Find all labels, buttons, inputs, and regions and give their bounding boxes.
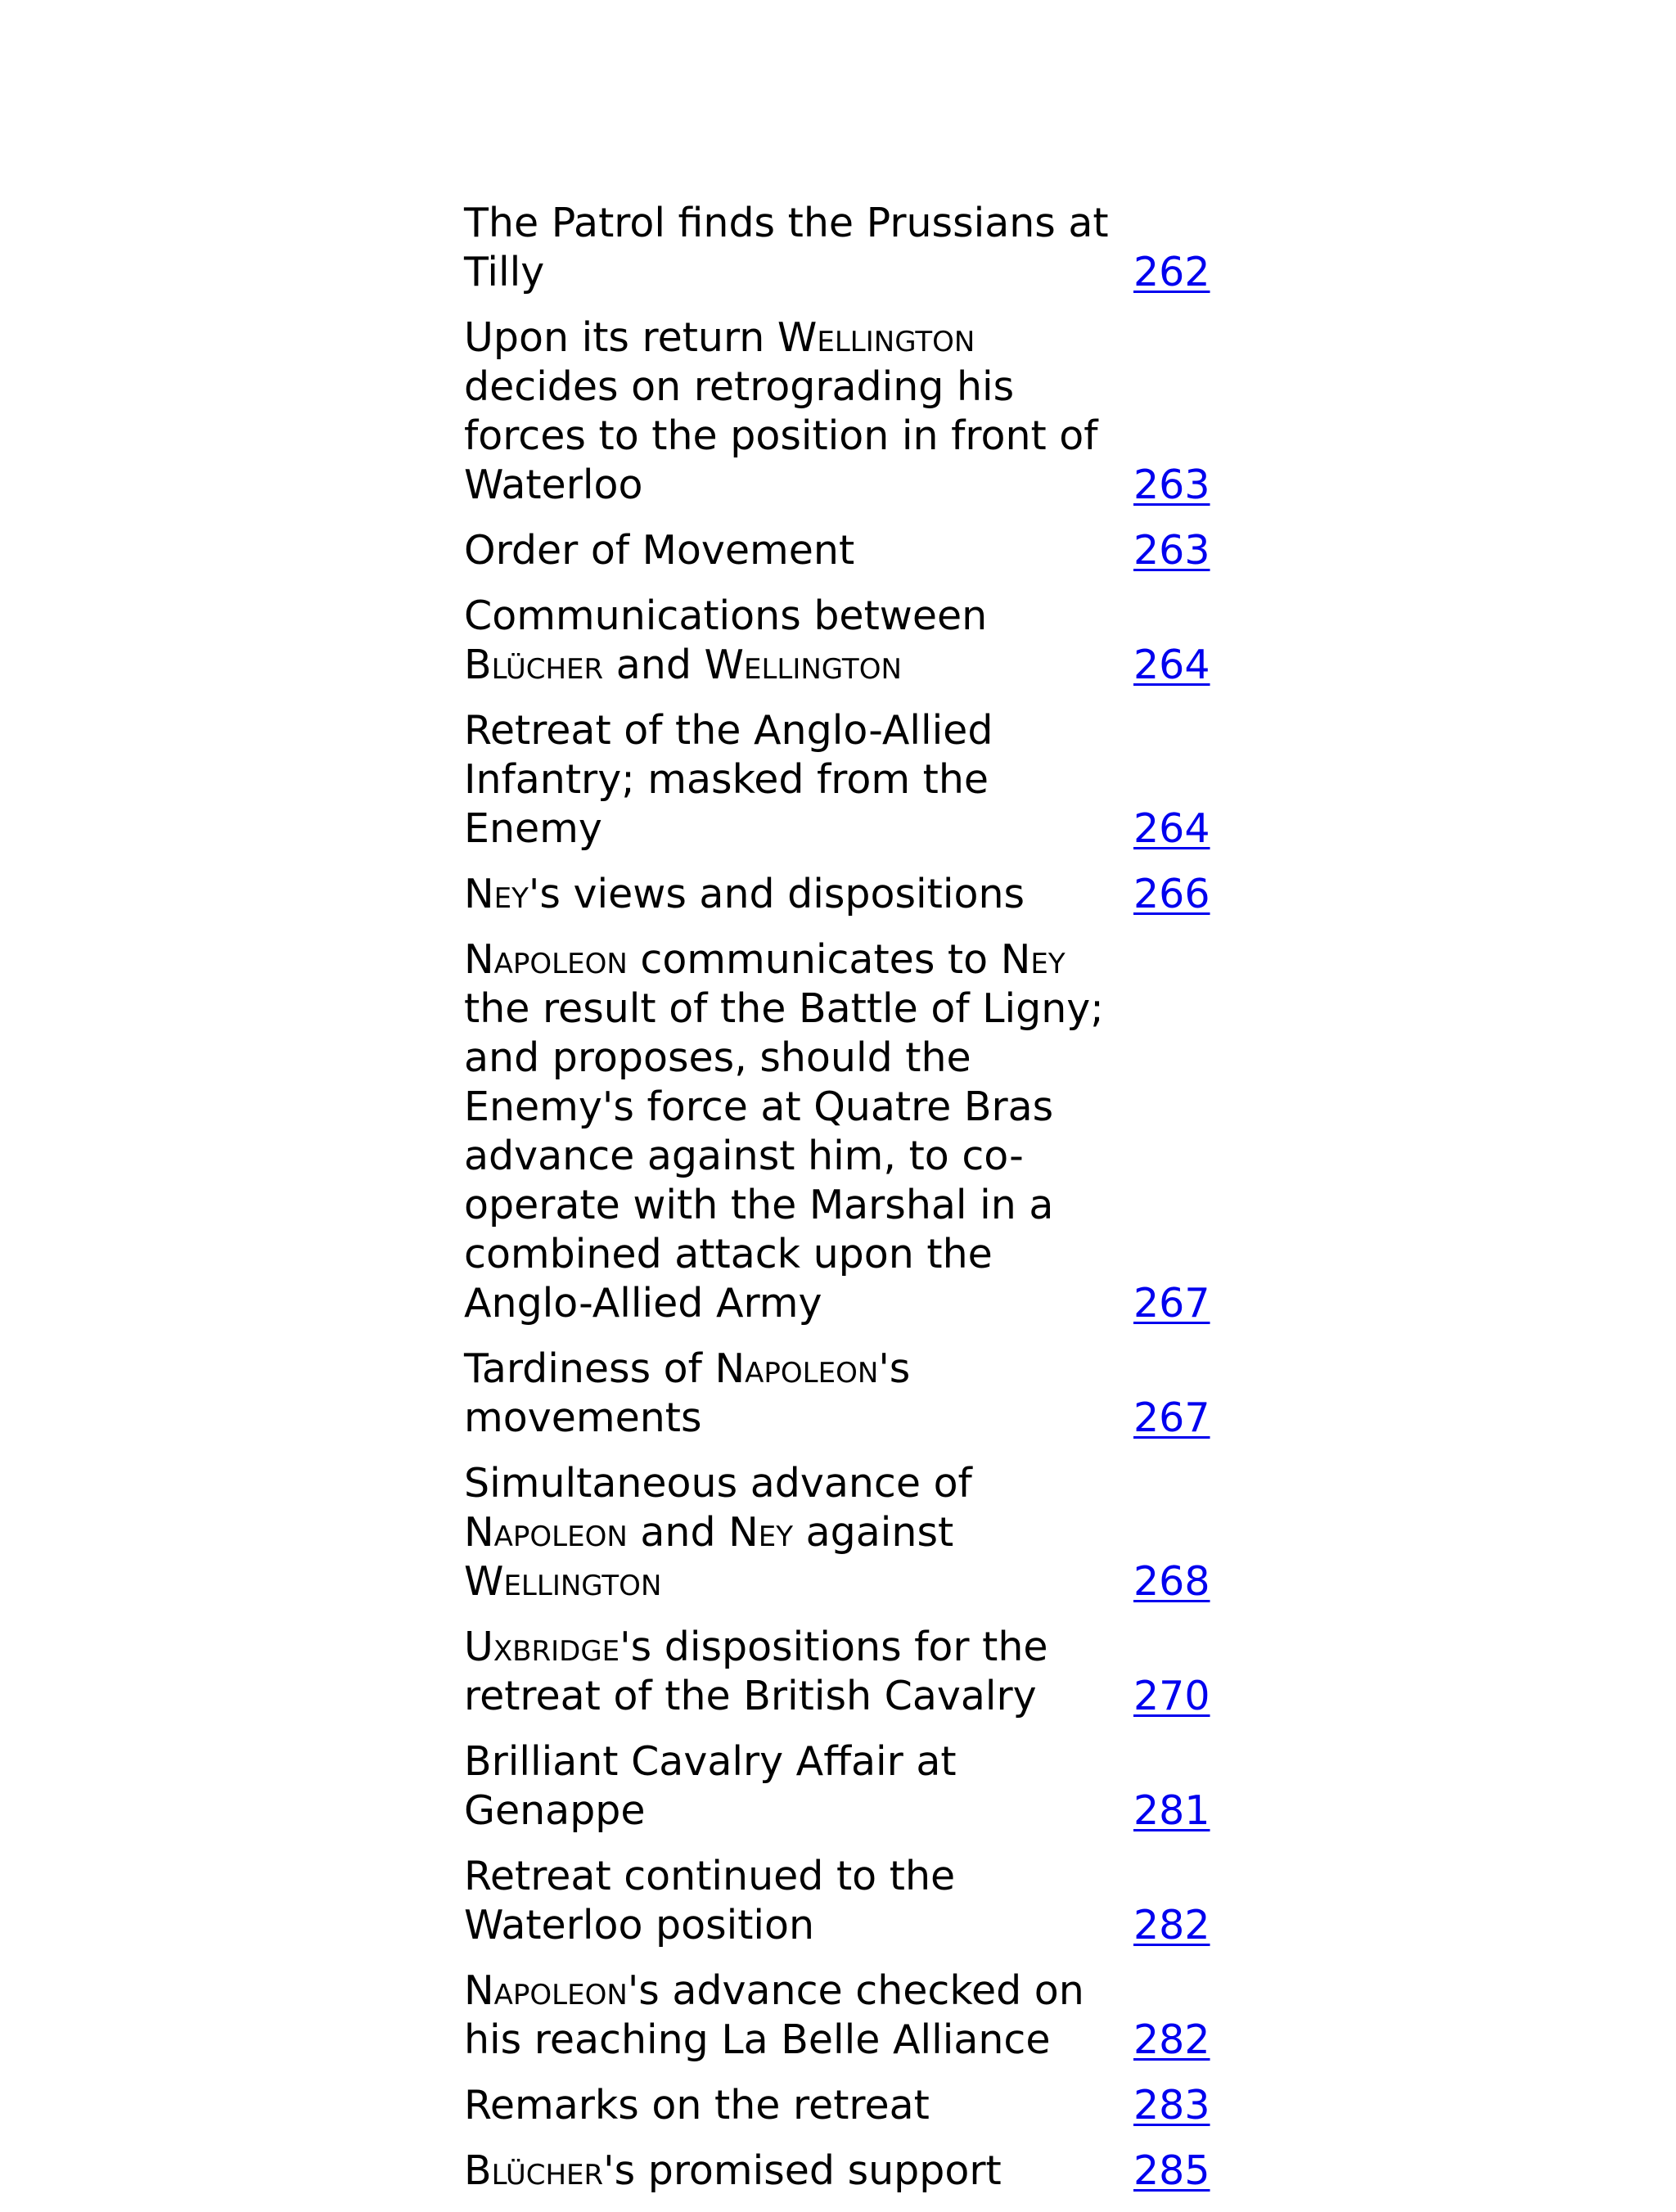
toc-entry-title: [464, 935, 1133, 1328]
person-name: Napoleon: [464, 1967, 628, 2014]
person-name: Ney: [728, 1509, 794, 1556]
toc-entry: [464, 1345, 1210, 1443]
person-name: Blücher: [464, 2147, 604, 2194]
entry-text-segment: and: [627, 1509, 729, 1556]
page-number-link[interactable]: 270: [1133, 1673, 1210, 1719]
page-number-link[interactable]: 264: [1133, 642, 1210, 688]
page-number-link[interactable]: 281: [1133, 1787, 1210, 1834]
toc-entry-title: [464, 592, 1133, 690]
toc-entry: [464, 2081, 1210, 2130]
toc-entry: [464, 592, 1210, 690]
toc-entry-title: [464, 1737, 1133, 1836]
table-of-contents: [464, 199, 1210, 2212]
person-name: Wellington: [777, 314, 975, 361]
person-name: Napoleon: [464, 936, 628, 983]
toc-entry: [464, 526, 1210, 575]
page-number-link[interactable]: 282: [1133, 2016, 1210, 2063]
entry-text-segment: Tardiness of: [464, 1345, 715, 1392]
entry-text-segment: 's views and dispositions: [528, 871, 1025, 917]
entry-text-segment: decides on retrograding his forces to the position in front of Waterloo: [464, 363, 1098, 508]
person-name: Ney: [1000, 936, 1066, 983]
toc-entry-title: [464, 313, 1133, 510]
entry-text-segment: the result of the Battle of Ligny; and proposes, should the Enemy's force at Quatre Bras advance against him, to co-operate with the Marshal in a combined attack upon the Anglo-Allied Army: [464, 985, 1104, 1327]
toc-entry: [464, 1459, 1210, 1606]
toc-entry-title: [464, 1966, 1133, 2065]
page-number-link[interactable]: 285: [1133, 2147, 1210, 2194]
toc-entry: [464, 1966, 1210, 2065]
entry-text-segment: 's promised support: [603, 2147, 1002, 2194]
page-number-link[interactable]: 263: [1133, 462, 1210, 508]
person-name: Wellington: [704, 642, 902, 688]
entry-text-segment: Upon its return: [464, 314, 777, 361]
toc-entry-title: [464, 1623, 1133, 1721]
entry-text-segment: Retreat continued to the Waterloo position: [464, 1853, 956, 1948]
toc-entry: [464, 1623, 1210, 1721]
entry-text-segment: Retreat of the Anglo-Allied Infantry; masked from the Enemy: [464, 707, 993, 852]
entry-text-segment: communicates to: [627, 936, 1001, 983]
page-number-link[interactable]: 282: [1133, 1902, 1210, 1948]
page-number-link[interactable]: 262: [1133, 249, 1210, 295]
entry-text-segment: Brilliant Cavalry Affair at Genappe: [464, 1738, 957, 1834]
toc-entry: [464, 1852, 1210, 1950]
entry-text-segment: Order of Movement: [464, 527, 855, 574]
toc-entry: [464, 313, 1210, 510]
toc-entry-title: [464, 199, 1133, 297]
entry-text-segment: 's advance checked on his reaching La Belle Alliance: [464, 1967, 1084, 2063]
toc-entry-title: [464, 526, 1133, 575]
page-number-link[interactable]: 283: [1133, 2082, 1210, 2129]
toc-entry: [464, 870, 1210, 919]
toc-entry: [464, 1737, 1210, 1836]
toc-entry-title: [464, 1852, 1133, 1950]
person-name: Ney: [464, 871, 529, 917]
entry-text-segment: Simultaneous advance of: [464, 1460, 972, 1507]
person-name: Blücher: [464, 642, 604, 688]
page-number-link[interactable]: 267: [1133, 1280, 1210, 1327]
toc-entry-title: [464, 1459, 1133, 1606]
page-number-link[interactable]: 268: [1133, 1558, 1210, 1605]
toc-entry: [464, 935, 1210, 1328]
person-name: Wellington: [464, 1558, 662, 1605]
page-number-link[interactable]: 267: [1133, 1394, 1210, 1441]
toc-entry: [464, 706, 1210, 854]
entry-text-segment: The Patrol finds the Prussians at Tilly: [464, 200, 1109, 295]
entry-text-segment: and: [603, 642, 705, 688]
page-number-link[interactable]: 266: [1133, 871, 1210, 917]
toc-entry-title: [464, 2147, 1133, 2196]
toc-entry-title: [464, 870, 1133, 919]
entry-text-segment: Remarks on the retreat: [464, 2082, 930, 2129]
page-number-link[interactable]: 264: [1133, 805, 1210, 852]
person-name: Uxbridge: [464, 1624, 620, 1670]
toc-entry-title: [464, 2081, 1133, 2130]
entry-text-segment: Communications between: [464, 592, 988, 639]
person-name: Napoleon: [464, 1509, 628, 1556]
toc-entry: [464, 199, 1210, 297]
page-number-link[interactable]: 263: [1133, 527, 1210, 574]
toc-entry-title: [464, 706, 1133, 854]
entry-text-segment: 's movements: [464, 1345, 911, 1441]
person-name: Napoleon: [714, 1345, 879, 1392]
toc-entry: [464, 2147, 1210, 2196]
entry-text-segment: 's dispositions for the retreat of the British Cavalry: [464, 1624, 1048, 1719]
toc-entry-title: [464, 1345, 1133, 1443]
entry-text-segment: against: [793, 1509, 954, 1556]
